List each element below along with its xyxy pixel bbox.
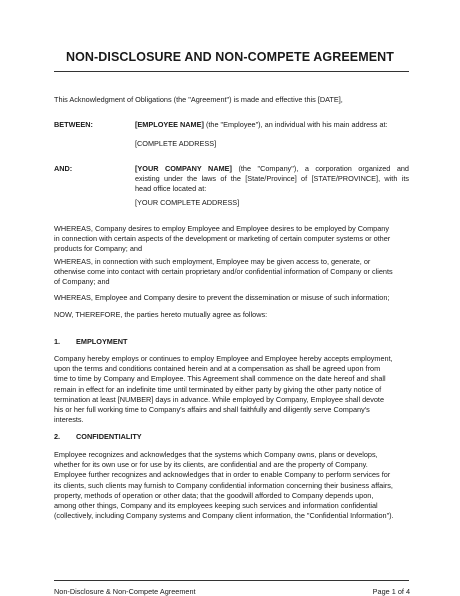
section-1-heading xyxy=(54,337,127,346)
company-description-line2: existing under the laws of the [State/Province] of [STATE/PROVINCE], with its xyxy=(135,174,409,184)
section-2-line: among other things, Company and its employees keeping such services and information confidential xyxy=(54,501,378,511)
therefore-paragraph: NOW, THEREFORE, the parties hereto mutually agree as follows: xyxy=(54,310,268,319)
section-2-line: its clients, such clients may furnish to Company confidential information concerning their business affairs, xyxy=(54,480,393,490)
footer-document-name: Non-Disclosure & Non-Compete Agreement xyxy=(54,587,196,596)
section-1-body xyxy=(54,354,410,425)
intro-paragraph: This Acknowledgment of Obligations (the "Agreement") is made and effective this [DATE], xyxy=(54,95,343,104)
section-1-line: upon the terms and conditions contained herein and at a compensation as shall be agreed upon from xyxy=(54,364,381,374)
whereas-2-line: of Company; and xyxy=(54,277,110,287)
title-underline xyxy=(54,71,409,72)
section-1-line: interests. xyxy=(54,415,84,425)
section-2-line: property, methods of operation or other data; that the goodwill afforded to Company depends upon, xyxy=(54,490,374,500)
company-name-placeholder: [YOUR COMPANY NAME] xyxy=(135,164,232,173)
section-1-line: time to time by Company and Employee. This Agreement shall commence on the date hereof and shall xyxy=(54,374,386,384)
section-2-title: CONFIDENTIALITY xyxy=(76,432,142,441)
section-2-body xyxy=(54,450,410,521)
whereas-2-line: WHEREAS, in connection with such employment, Employee may be given access to, generate, or xyxy=(54,257,371,266)
whereas-paragraph-2 xyxy=(54,257,410,288)
section-2-line: Employee recognizes and acknowledges that the systems which Company owns, plans or develops, xyxy=(54,450,378,459)
employee-description: (the "Employee"), an individual with his main address at: xyxy=(203,120,388,129)
document-title: NON-DISCLOSURE AND NON-COMPETE AGREEMENT xyxy=(65,50,395,64)
footer-rule xyxy=(54,580,409,581)
whereas-paragraph-3: WHEREAS, Employee and Company desire to prevent the dissemination or misuse of such information; xyxy=(54,293,390,302)
section-1-line: Company hereby employs or continues to employ Employee and Employee hereby accepts employment, xyxy=(54,354,393,363)
section-1-title: EMPLOYMENT xyxy=(76,337,128,346)
section-1-line: remain in effect for an indefinite time until terminated by either party by giving the other party notice of xyxy=(54,384,382,394)
section-2-line: Employee further recognizes and acknowledges that in order to enable Company to perform services for xyxy=(54,470,391,480)
company-description-line3: head office located at: xyxy=(135,184,207,194)
section-2-line: whether for its own use or for use by its clients, are confidential and are the property of Company. xyxy=(54,460,368,470)
company-address: [YOUR COMPLETE ADDRESS] xyxy=(135,198,240,207)
footer-page-number: Page 1 of 4 xyxy=(372,587,410,596)
and-label: AND: xyxy=(54,164,73,173)
section-1-line: termination at least [NUMBER] days in advance. While employed by Company, Employee shall devote xyxy=(54,394,385,404)
section-1-number: 1. xyxy=(54,337,61,346)
employee-party-text xyxy=(135,120,409,130)
whereas-paragraph-1 xyxy=(54,224,410,255)
section-2-line: (collectively, including Company systems and Company client information, the "Confidential Information"). xyxy=(54,511,394,521)
whereas-1-line: in connection with certain aspects of the development or marketing of certain computer systems or other xyxy=(54,234,391,244)
whereas-1-line: products for Company; and xyxy=(54,244,143,254)
section-1-line: his or her full working time to Company's affairs and shall faithfully and diligently serve Company's xyxy=(54,405,370,415)
employee-name-placeholder: [EMPLOYEE NAME] xyxy=(135,120,204,129)
whereas-2-line: otherwise come into contact with certain proprietary and/or confidential information of Company or clients xyxy=(54,267,393,277)
section-2-heading xyxy=(54,432,142,441)
company-party-text xyxy=(135,164,409,195)
between-label: BETWEEN: xyxy=(54,120,93,129)
employee-address: [COMPLETE ADDRESS] xyxy=(135,139,217,148)
section-2-number: 2. xyxy=(54,432,61,441)
company-description-line1: (the "Company"), a corporation organized and xyxy=(231,164,409,173)
whereas-1-line: WHEREAS, Company desires to employ Employee and Employee desires to be employed by Company xyxy=(54,224,390,233)
